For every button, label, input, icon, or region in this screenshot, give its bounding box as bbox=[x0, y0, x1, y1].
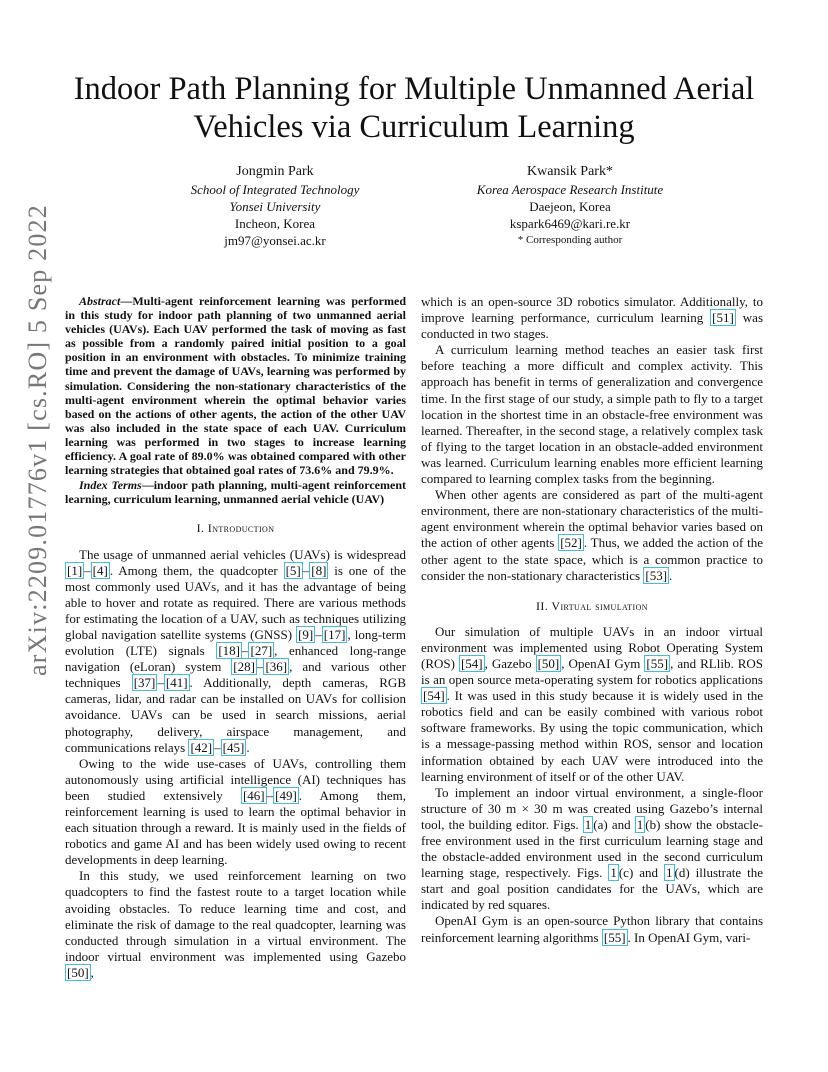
paragraph-text: was conducted in two stages. bbox=[421, 310, 763, 342]
paragraph-text: , and various other techniques bbox=[65, 659, 406, 691]
index-terms-lead: Index Terms bbox=[79, 478, 142, 493]
citation-link[interactable]: [37] bbox=[133, 675, 156, 691]
paragraph-text: The usage of unmanned aerial vehicles (UAVs) is widespread bbox=[79, 546, 406, 562]
paragraph-text: When other agents are considered as part of the multi-agent environment, there are non-stationary characteristics of the multi-agent environment wherein the optimal behavior varies based on the action of other agents bbox=[421, 487, 763, 551]
author-block-2 bbox=[420, 163, 720, 249]
citation-link[interactable]: [1] bbox=[67, 562, 83, 578]
paragraph-text: (d) illustrate the start and goal position candidates for the UAVs, which are indicated by red squares. bbox=[421, 865, 764, 913]
paragraph-text: . It was used in this study because it is widely used in the robotics field and can be easily combined with various robot software frameworks. By using the topic communication, which is a message-passing method within ROS, sensor and location information obtained by each UAV were introduced into the learning environment of itself or of the other UAV. bbox=[421, 688, 763, 784]
paragraph-text: is one of the most commonly used UAVs, and it has the advantage of being able to hover and rotate as required. There are various methods for estimating the location of a UAV, such as techniques utilizing global navigation satellite systems (GNSS) bbox=[65, 562, 406, 642]
paragraph-text: , and RLlib. ROS is an open source meta-operating system for robotics applications bbox=[421, 655, 763, 688]
virtual-body bbox=[421, 624, 763, 946]
paragraph-text: Our simulation of multiple UAVs in an indoor virtual environment was implemented using Robot Operating System (ROS) bbox=[421, 623, 763, 671]
author-affiliation: Korea Aerospace Research Institute bbox=[476, 182, 664, 197]
citation-link[interactable]: [41] bbox=[165, 675, 188, 691]
citation-link[interactable]: [36] bbox=[265, 659, 288, 675]
author-email: jm97@yonsei.ac.kr bbox=[224, 233, 326, 248]
paragraph-text: Owing to the wide use-cases of UAVs, controlling them autonomously using artificial intelligence (AI) techniques has been studied extensively bbox=[65, 755, 406, 803]
citation-link[interactable]: [28] bbox=[233, 659, 255, 675]
paragraph-text: , Gazebo bbox=[484, 655, 536, 671]
body-paragraph bbox=[65, 756, 406, 869]
paragraph-text: (c) and bbox=[618, 865, 665, 881]
paragraph-text: A curriculum learning method teaches an easier task first before teaching a more difficult and complex activity. This approach has benefit in terms of generalization and convergence time. In the first stage of our study, a simple path to fly to a target location in the shortest time in an obstacle-free environment was learned. Thereafter, in the second stage, a relatively complex task of flying to the target location in an obstacle-added environment was learned. Curriculum learning enables more efficient learning compared to learning complex tasks from the beginning. bbox=[421, 342, 763, 487]
body-paragraph bbox=[65, 868, 406, 981]
paragraph-text: , enhanced long-range navigation (eLoran) system bbox=[65, 643, 406, 675]
paragraph-text: which is an open-source 3D robotics simulator. Additionally, to improve learning performance, curriculum learning bbox=[421, 294, 763, 326]
author-name: Kwansik Park* bbox=[527, 164, 613, 179]
paragraph-text: . Thus, we added the action of the other agent to the state space, which is a common practice to consider the non-stationary characteristics bbox=[421, 535, 763, 583]
citation-link[interactable]: [52] bbox=[560, 535, 582, 551]
body-paragraph bbox=[421, 487, 763, 584]
paragraph-text: In this study, we used reinforcement learning on two quadcopters to find the fastest route to a target location while avoiding obstacles. To reduce learning time and cost, and eliminate the risk of damage to the real quadcopter, learning was conducted through simulation in a virtual environment. The indoor virtual environment was implemented using Gazebo bbox=[65, 868, 406, 964]
author-location: Daejeon, Korea bbox=[529, 199, 611, 214]
right-column bbox=[421, 294, 763, 946]
citation-link[interactable]: [49] bbox=[275, 787, 297, 803]
intro-body bbox=[65, 547, 406, 982]
citation-link[interactable]: [55] bbox=[646, 655, 669, 671]
citation-link[interactable]: [42] bbox=[190, 739, 213, 755]
paragraph-text: – bbox=[214, 739, 221, 755]
citation-link[interactable]: [54] bbox=[423, 688, 445, 704]
body-paragraph bbox=[421, 342, 763, 487]
abstract-lead: Abstract bbox=[79, 294, 121, 308]
arxiv-identifier-text: arXiv:2209.01776v1 [cs.RO] 5 Sep 2022 bbox=[23, 204, 52, 676]
citation-link[interactable]: 1 bbox=[610, 865, 617, 881]
arxiv-identifier bbox=[20, 204, 60, 676]
body-paragraph bbox=[65, 547, 406, 756]
paragraph-text: – bbox=[302, 562, 310, 578]
paper-title: Indoor Path Planning for Multiple Unmanned Aerial Vehicles via Curriculum Learning bbox=[73, 71, 755, 145]
citation-link[interactable]: [54] bbox=[460, 655, 483, 671]
paragraph-text: . bbox=[669, 567, 673, 583]
citation-link[interactable]: [53] bbox=[645, 567, 668, 583]
author-affiliation: Yonsei University bbox=[229, 199, 321, 214]
paragraph-text: (a) and bbox=[593, 816, 635, 832]
author-block-1 bbox=[125, 163, 425, 249]
paragraph-text: – bbox=[157, 675, 164, 691]
paragraph-text: , bbox=[90, 964, 94, 980]
paragraph-text: – bbox=[241, 643, 249, 659]
citation-link[interactable]: 1 bbox=[584, 816, 592, 832]
body-paragraph bbox=[421, 624, 763, 785]
citation-link[interactable]: [5] bbox=[285, 562, 301, 578]
citation-link[interactable]: [9] bbox=[298, 626, 314, 642]
author-location: Incheon, Korea bbox=[234, 216, 316, 231]
citation-link[interactable]: [4] bbox=[92, 562, 108, 578]
right-body bbox=[421, 294, 763, 584]
body-paragraph bbox=[421, 294, 763, 342]
author-email: kspark6469@kari.re.kr bbox=[509, 216, 631, 231]
paragraph-text: – bbox=[84, 562, 91, 578]
paragraph-text: . bbox=[246, 739, 250, 755]
abstract-text: —Multi-agent reinforcement learning was performed in this study for indoor path planning of two unmanned aerial vehicles (UAVs). Each UAV performed the task of moving as fast as possible from a randomly paired initial position to a goal position in an environment with obstacles. To minimize training time and prevent the damage of UAVs, learning was performed by simulation. Considering the non-stationary characteristics of the multi-agent environment wherein the optimal behavior varies based on the actions of other agents, the action of the other UAV was also included in the state space of each UAV. Curriculum learning was performed in two stages to increase learning efficiency. A goal rate of 89.0% was obtained compared with other learning strategies that obtained goal rates of 73.6% and 79.9%. bbox=[65, 294, 406, 478]
author-affiliation: School of Integrated Technology bbox=[190, 182, 360, 197]
citation-link[interactable]: [27] bbox=[250, 643, 273, 659]
citation-link[interactable]: [46] bbox=[242, 787, 265, 803]
left-column bbox=[65, 294, 406, 981]
citation-link[interactable]: 1 bbox=[636, 816, 644, 832]
index-terms bbox=[65, 478, 406, 506]
citation-link[interactable]: [50] bbox=[537, 655, 560, 671]
paragraph-text: . In OpenAI Gym, vari- bbox=[627, 929, 751, 945]
paragraph-text: (b) show the obstacle-free environment used in the first curriculum learning stage and the obstacle-added environment used in the second curriculum learning stage, respectively. Figs. bbox=[421, 816, 763, 881]
body-paragraph bbox=[421, 785, 763, 914]
citation-link[interactable]: [55] bbox=[603, 929, 626, 945]
citation-link[interactable]: [18] bbox=[218, 643, 240, 659]
paragraph-text: – bbox=[256, 659, 264, 675]
author-name: Jongmin Park bbox=[236, 164, 314, 179]
paragraph-text: , OpenAI Gym bbox=[561, 655, 645, 671]
citation-link[interactable]: 1 bbox=[666, 865, 673, 881]
paragraph-text: . Among them, reinforcement learning is used to learn the optimal behavior in each situation through a reward. It is mainly used in the fields of robotics and game AI and has been widely used owing to recent developments in deep learning. bbox=[65, 787, 406, 868]
corresponding-author-note: * Corresponding author bbox=[517, 234, 623, 246]
paragraph-text: – bbox=[315, 626, 322, 642]
citation-link[interactable]: [51] bbox=[712, 310, 734, 326]
paragraph-text: OpenAI Gym is an open-source Python library that contains reinforcement learning algorithms bbox=[421, 913, 763, 945]
citation-link[interactable]: [45] bbox=[222, 739, 245, 755]
index-terms-text: —indoor path planning, multi-agent reinforcement learning, curriculum learning, unmanned aerial vehicle (UAV) bbox=[65, 478, 406, 507]
section-heading-introduction: I. Introduction bbox=[196, 521, 275, 536]
paragraph-text: . Additionally, depth cameras, RGB cameras, lidar, and radar can be installed on UAVs for collision avoidance. UAVs can be used in search missions, aerial photography, delivery, airspace management, and communications relays bbox=[65, 675, 406, 755]
section-heading-virtual-simulation: II. Virtual simulation bbox=[536, 598, 648, 613]
abstract bbox=[65, 294, 406, 477]
paragraph-text: To implement an indoor virtual environment, a single-floor structure of 30 m × 30 m was created using Gazebo’s internal tool, the building editor. Figs. bbox=[421, 784, 763, 832]
citation-link[interactable]: [8] bbox=[311, 562, 327, 578]
citation-link[interactable]: [17] bbox=[323, 626, 346, 642]
body-paragraph bbox=[421, 913, 763, 945]
paragraph-text: , long-term evolution (LTE) signals bbox=[65, 626, 406, 659]
paragraph-text: . Among them, the quadcopter bbox=[109, 562, 284, 578]
citation-link[interactable]: [50] bbox=[67, 964, 89, 980]
paragraph-text: – bbox=[266, 787, 274, 803]
